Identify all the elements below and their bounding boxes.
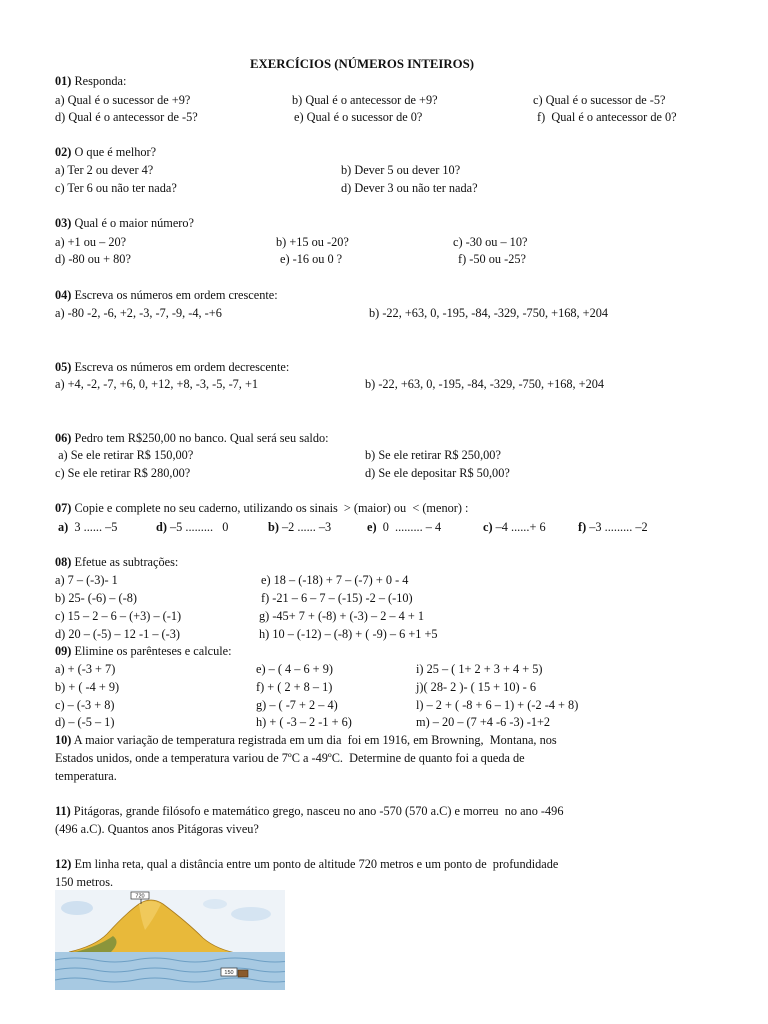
question-07-header: [55, 502, 468, 514]
q07-item-c: [483, 521, 546, 533]
q09-item-d: d) – (-5 – 1): [55, 715, 115, 729]
question-08-header: [55, 556, 178, 568]
question-prompt: Escreva os números em ordem crescente:: [71, 288, 278, 302]
question-number: 05): [55, 360, 72, 374]
q09-item-a: a) + (-3 + 7): [55, 662, 116, 676]
q09-item-g: g) – ( -7 + 2 – 4): [256, 698, 338, 712]
question-number: 03): [55, 216, 72, 230]
item-text: 3 ...... –5: [68, 520, 118, 534]
q02-item-d: d) Dever 3 ou não ter nada?: [341, 181, 478, 195]
item-text: –4 ......+ 6: [492, 520, 546, 534]
q06-item-a: a) Se ele retirar R$ 150,00?: [55, 448, 194, 462]
question-04-header: [55, 289, 278, 301]
q01-item-d: d) Qual é o antecessor de -5?: [55, 110, 198, 124]
q08-item-a: a) 7 – (-3)- 1: [55, 573, 118, 587]
q03-item-e: e) -16 ou 0 ?: [280, 252, 343, 266]
item-letter: c): [483, 520, 493, 534]
question-number: 10): [55, 733, 72, 747]
item-letter: e): [367, 520, 377, 534]
question-number: 09): [55, 644, 72, 658]
question-number: 12): [55, 857, 72, 871]
q01-item-a: a) Qual é o sucessor de +9?: [55, 93, 191, 107]
q08-item-e: e) 18 – (-18) + 7 – (-7) + 0 - 4: [261, 573, 409, 587]
question-prompt: Efetue as subtrações:: [71, 555, 179, 569]
question-01-header: [55, 75, 126, 87]
question-11-line-2: (496 a.C). Quantos anos Pitágoras viveu?: [55, 822, 259, 836]
question-06-header: [55, 432, 329, 444]
q09-item-m: m) – 20 – (7 +4 -6 -3) -1+2: [416, 715, 551, 729]
question-number: 06): [55, 431, 72, 445]
question-prompt: O que é melhor?: [71, 145, 157, 159]
question-03-header: [55, 217, 194, 229]
q03-item-a: a) +1 ou – 20?: [55, 235, 127, 249]
question-text: Em linha reta, qual a distância entre um ponto de altitude 720 metros e um ponto de profundidade: [71, 857, 559, 871]
q03-item-c: c) -30 ou – 10?: [453, 235, 528, 249]
q09-item-f: f) + ( 2 + 8 – 1): [256, 680, 333, 694]
question-number: 08): [55, 555, 72, 569]
q08-item-h: h) 10 – (-12) – (-8) + ( -9) – 6 +1 +5: [259, 627, 438, 641]
item-text: –3 ......... –2: [586, 520, 648, 534]
question-number: 07): [55, 501, 72, 515]
q01-item-c: c) Qual é o sucessor de -5?: [533, 93, 666, 107]
question-number: 02): [55, 145, 72, 159]
q08-item-g: g) -45+ 7 + (-8) + (-3) – 2 – 4 + 1: [259, 609, 425, 623]
page-title: EXERCÍCIOS (NÚMEROS INTEIROS): [250, 57, 474, 71]
depth-label: 150: [224, 970, 234, 976]
q08-item-b: b) 25- (-6) – (-8): [55, 591, 137, 605]
q03-item-d: d) -80 ou + 80?: [55, 252, 131, 266]
cloud-icon: [203, 899, 227, 909]
q03-item-b: b) +15 ou -20?: [276, 235, 349, 249]
question-02-header: [55, 146, 156, 158]
question-number: 11): [55, 804, 71, 818]
question-11-line-1: [55, 805, 563, 817]
item-text: –5 ......... 0: [166, 520, 229, 534]
question-prompt: Elimine os parênteses e calcule:: [71, 644, 232, 658]
q09-item-h: h) + ( -3 – 2 -1 + 6): [256, 715, 352, 729]
treasure-chest-icon: [238, 970, 248, 977]
peak-label: 720: [135, 893, 145, 900]
q07-item-a: [58, 521, 117, 533]
q03-item-f: f) -50 ou -25?: [458, 252, 526, 266]
q06-item-c: c) Se ele retirar R$ 280,00?: [55, 466, 191, 480]
q09-item-b: b) + ( -4 + 9): [55, 680, 120, 694]
q07-item-d: [156, 521, 228, 533]
question-10-line-2: Estados unidos, onde a temperatura variou de 7ºC a -49ºC. Determine de quanto foi a queda de: [55, 751, 525, 765]
q09-item-i: i) 25 – ( 1+ 2 + 3 + 4 + 5): [416, 662, 543, 676]
q08-item-c: c) 15 – 2 – 6 – (+3) – (-1): [55, 609, 182, 623]
q08-item-d: d) 20 – (-5) – 12 -1 – (-3): [55, 627, 180, 641]
q09-item-e: e) – ( 4 – 6 + 9): [256, 662, 333, 676]
item-letter: b): [268, 520, 279, 534]
q09-item-j: j)( 28- 2 )- ( 15 + 10) - 6: [416, 680, 536, 694]
q04-item-b: b) -22, +63, 0, -195, -84, -329, -750, +168, +204: [369, 306, 609, 320]
q01-item-b: b) Qual é o antecessor de +9?: [292, 93, 438, 107]
item-letter: d): [156, 520, 167, 534]
question-prompt: Pedro tem R$250,00 no banco. Qual será seu saldo:: [71, 431, 329, 445]
q05-item-a: a) +4, -2, -7, +6, 0, +12, +8, -3, -5, -7, +1: [55, 377, 259, 391]
item-letter: f): [578, 520, 587, 534]
q01-item-f: f) Qual é o antecessor de 0?: [537, 110, 677, 124]
q02-item-c: c) Ter 6 ou não ter nada?: [55, 181, 177, 195]
question-prompt: Copie e complete no seu caderno, utilizando os sinais > (maior) ou < (menor) :: [71, 501, 469, 515]
item-text: 0 ......... – 4: [376, 520, 442, 534]
question-09-header: [55, 645, 232, 657]
q02-item-a: a) Ter 2 ou dever 4?: [55, 163, 154, 177]
q09-item-c: c) – (-3 + 8): [55, 698, 115, 712]
cloud-icon: [231, 907, 271, 921]
q07-item-f: [578, 521, 648, 533]
q07-item-b: [268, 521, 331, 533]
q06-item-d: d) Se ele depositar R$ 50,00?: [365, 466, 510, 480]
q04-item-a: a) -80 -2, -6, +2, -3, -7, -9, -4, -+6: [55, 306, 222, 320]
item-text: –2 ...... –3: [278, 520, 332, 534]
question-prompt: Responda:: [71, 74, 127, 88]
question-12-line-2: 150 metros.: [55, 875, 114, 889]
question-12-line-1: [55, 858, 558, 870]
question-10-line-3: temperatura.: [55, 769, 117, 783]
item-letter: a): [58, 520, 69, 534]
mountain-sea-illustration: [55, 890, 285, 990]
q01-item-e: e) Qual é o sucessor de 0?: [294, 110, 423, 124]
water-area: [55, 952, 285, 990]
q07-item-e: [367, 521, 441, 533]
q02-item-b: b) Dever 5 ou dever 10?: [341, 163, 461, 177]
cloud-icon: [61, 901, 93, 915]
question-05-header: [55, 361, 289, 373]
question-prompt: Qual é o maior número?: [71, 216, 194, 230]
question-number: 01): [55, 74, 72, 88]
question-prompt: Escreva os números em ordem decrescente:: [71, 360, 290, 374]
question-10-line-1: [55, 734, 557, 746]
q06-item-b: b) Se ele retirar R$ 250,00?: [365, 448, 501, 462]
question-text: Pitágoras, grande filósofo e matemático grego, nasceu no ano -570 (570 a.C) e morreu no ano -496: [70, 804, 564, 818]
q09-item-l: l) – 2 + ( -8 + 6 – 1) + (-2 -4 + 8): [416, 698, 579, 712]
question-number: 04): [55, 288, 72, 302]
question-text: A maior variação de temperatura registrada em um dia foi em 1916, em Browning, Montana, nos: [71, 733, 557, 747]
q05-item-b: b) -22, +63, 0, -195, -84, -329, -750, +168, +204: [365, 377, 605, 391]
q08-item-f: f) -21 – 6 – 7 – (-15) -2 – (-10): [261, 591, 413, 605]
